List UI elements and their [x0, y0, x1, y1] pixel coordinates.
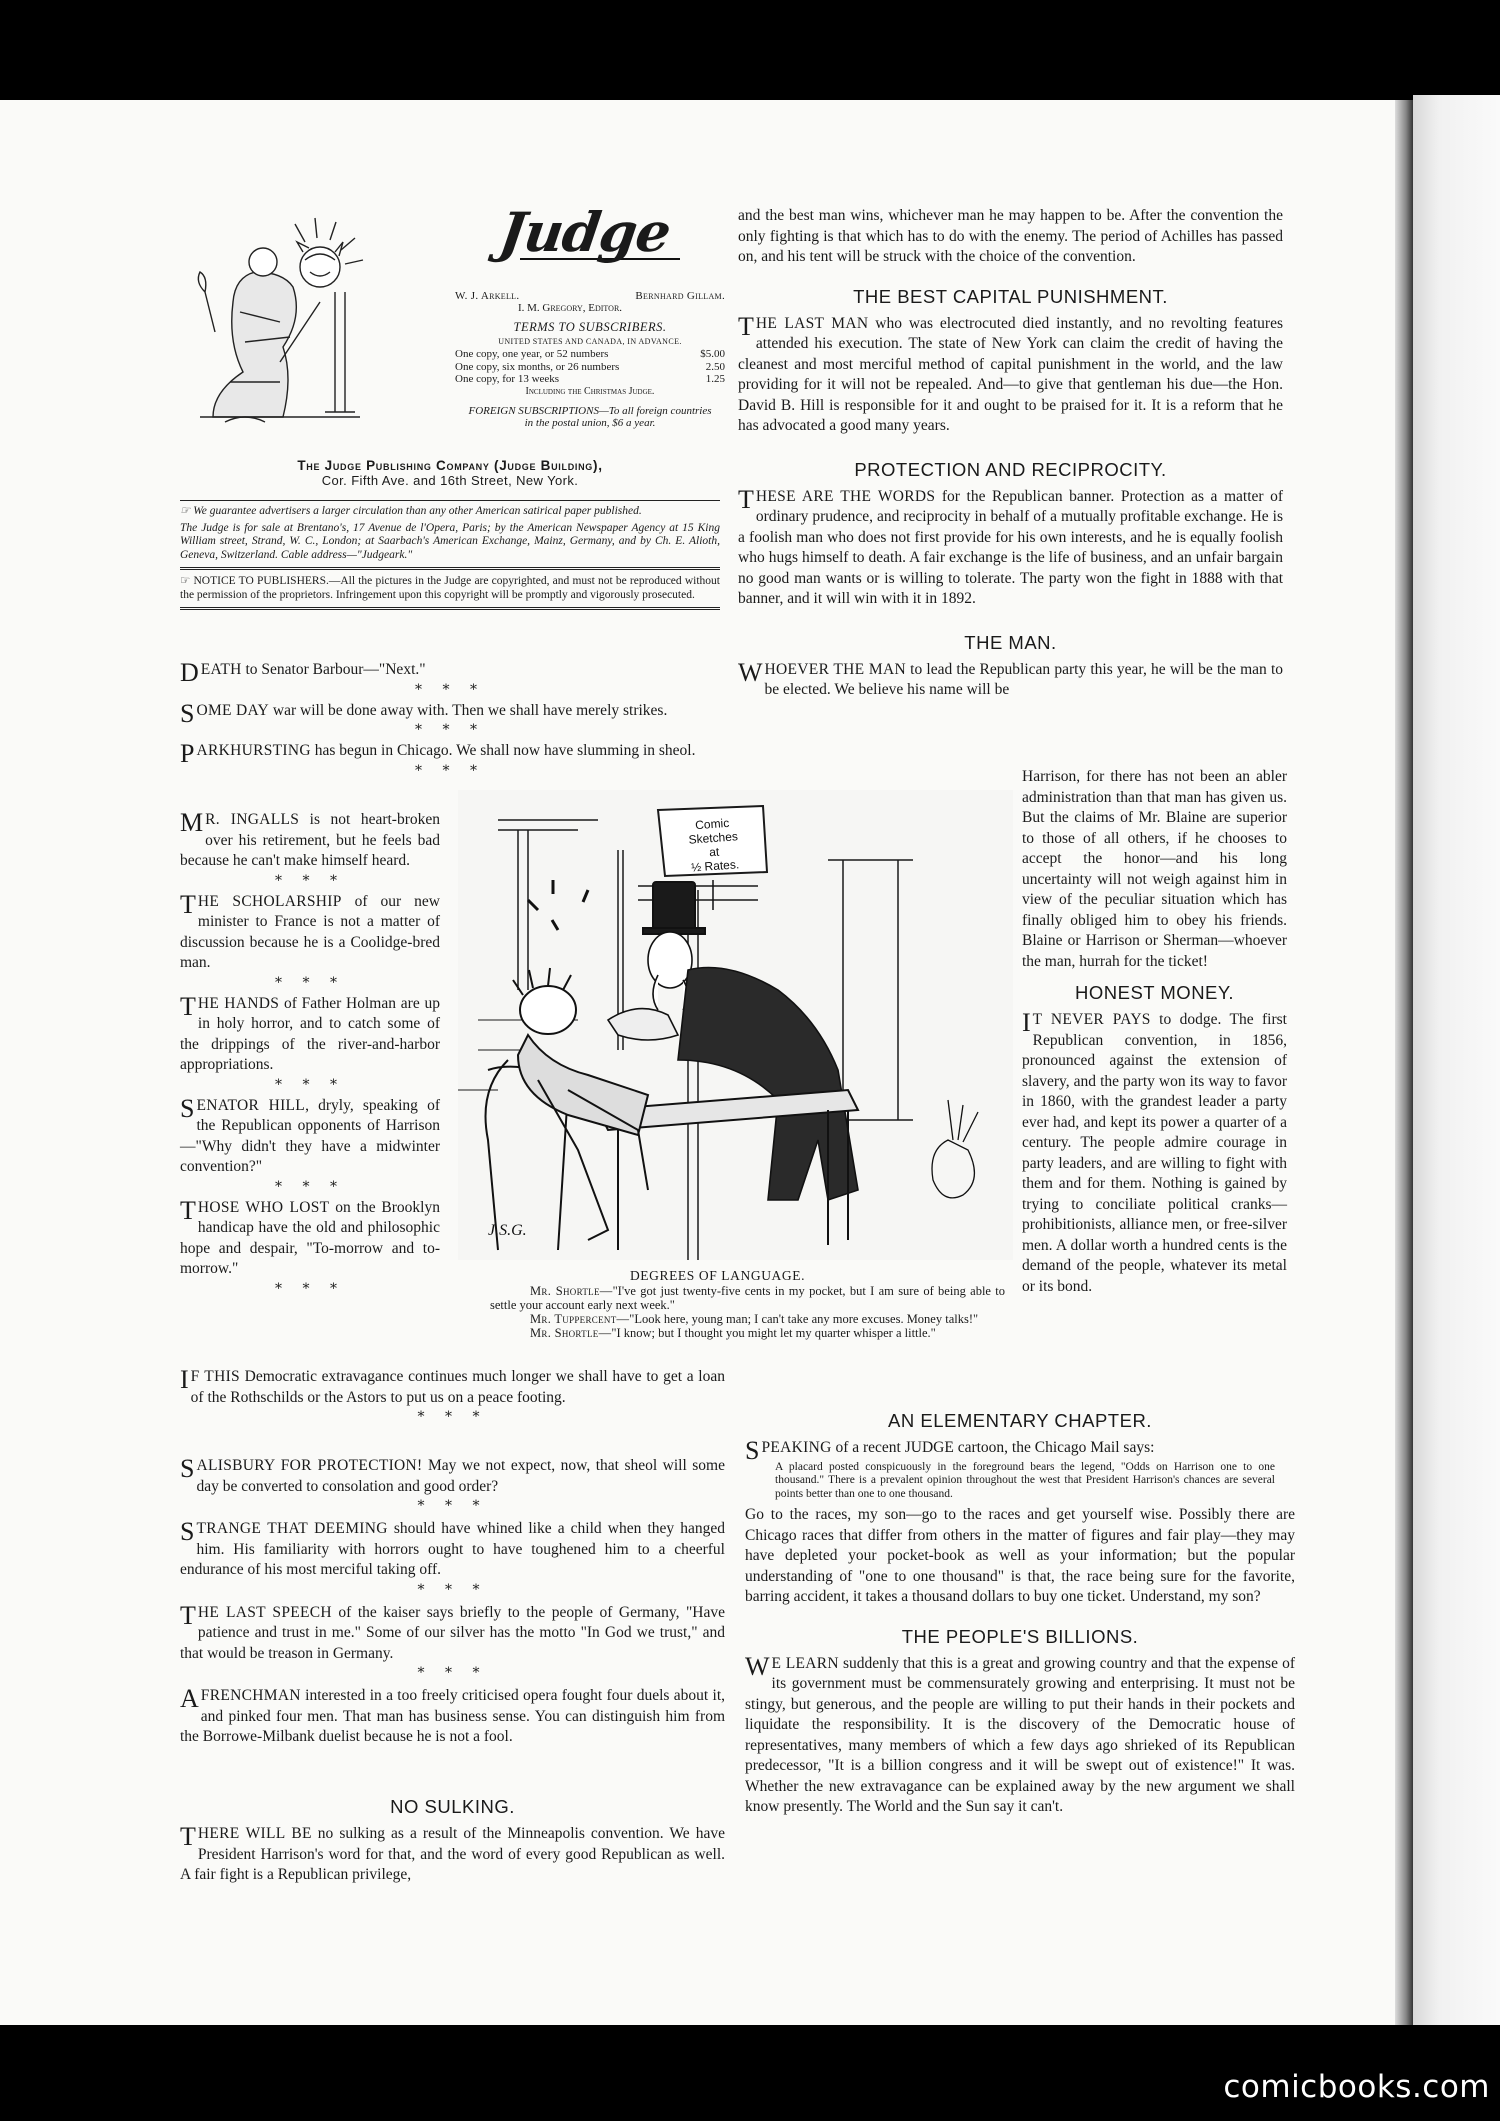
body-text: on the Brooklyn handicap have the old and philosophic hope and despair, "To-morrow and to-morrow." — [180, 1198, 440, 1277]
terms-title: TERMS TO SUBSCRIBERS. — [513, 320, 667, 334]
section-protection — [738, 459, 1283, 610]
section-title: AN ELEMENTARY CHAPTER. — [888, 1410, 1152, 1431]
masthead-logo-block — [495, 200, 690, 264]
right-lower-column — [745, 1410, 1295, 1818]
paragraph-text — [180, 1456, 725, 1497]
company-name: The Judge Publishing Company (Judge Building), — [297, 458, 603, 473]
terms-list — [455, 348, 725, 386]
body-text: is not heart-broken over his retirement, but he feels bad because he can't make himself heard. — [180, 811, 441, 869]
section-title: NO SULKING. — [390, 1796, 515, 1817]
caption-line — [490, 1326, 1005, 1340]
paragraph-text — [180, 658, 720, 687]
terms-row — [455, 361, 725, 374]
no-sulking-section — [180, 1796, 725, 1886]
section-capital-punishment — [738, 286, 1283, 437]
lead-words: E LEARN — [771, 1654, 839, 1672]
lead-words: HE LAST SPEECH — [197, 1603, 332, 1621]
paragraph-text — [738, 311, 1283, 437]
lead-words: ARKHURSTING — [196, 742, 311, 759]
section-title: HONEST MONEY. — [1075, 982, 1234, 1003]
page-gutter — [1395, 100, 1413, 2025]
sale-notice: The Judge is for sale at Brentano's, 17 Avenue de l'Opera, Paris; by the American Newspaper Agency at 15 King William street, Strand, W. C., London; at Saarbach's American Exchange, Mainz, Germany, and by Ch. E. Alioth, Geneva, Switzerland. Cable address—"Judgeark." — [180, 521, 720, 561]
stars-divider: * * * — [417, 1498, 488, 1514]
drop-cap: T — [738, 484, 754, 514]
stars-divider: * * * — [415, 762, 485, 779]
terms-subtitle: UNITED STATES AND CANADA, IN ADVANCE. — [498, 337, 682, 346]
short-item — [180, 741, 720, 778]
drop-cap: T — [738, 311, 754, 341]
no-sulking-article — [180, 1796, 725, 1886]
watermark: comicbooks.com — [1223, 2069, 1490, 2105]
lead-words: T NEVER PAYS — [1032, 1011, 1151, 1028]
drop-cap: M — [180, 808, 204, 837]
staff-left: W. J. Arkell. — [455, 290, 520, 302]
paragraph-text — [180, 1367, 725, 1408]
body-text: of the kaiser says briefly to the people of Germany, "Have patience and trust in me." Some of our silver has the motto "In God we trust," and that would be treason in Germany. — [180, 1603, 725, 1662]
short-item — [180, 1093, 440, 1195]
masthead-illustration — [185, 212, 375, 437]
body-text: interested in a too freely criticised opera fought four duels about it, and pinked four men. That man has business sense. You can distinguish him from the Borrowe-Milbank duelist because he is not a fool. — [180, 1687, 725, 1745]
terms-price: $5.00 — [700, 348, 725, 360]
left-column-top — [180, 660, 720, 782]
drop-cap: I — [1022, 1008, 1031, 1037]
drop-cap: D — [180, 658, 199, 687]
lead-words: ENATOR HILL — [196, 1096, 306, 1114]
company-address: Cor. Fifth Ave. and 16th Street, New York. — [321, 473, 579, 488]
caption-title: DEGREES OF LANGUAGE. — [629, 1268, 806, 1283]
sign-line: ½ Rates. — [690, 857, 740, 875]
caption-text: "I know; but I thought you might let my quarter whisper a little." — [611, 1326, 936, 1340]
stars-divider: * * * — [275, 1076, 345, 1093]
terms-label: One copy, for 13 weeks — [455, 373, 560, 385]
paragraph-text — [180, 1686, 725, 1748]
section-title: PROTECTION AND RECIPROCITY. — [854, 458, 1167, 480]
paragraph-text — [180, 991, 440, 1076]
foreign-subscriptions: FOREIGN SUBSCRIPTIONS—To all foreign countries in the postal union, $6 a year. — [468, 404, 712, 429]
body-text: May we not expect, now, that sheol will some day be converted to consolation and good order? — [196, 1457, 725, 1495]
body-text: suddenly that this is a great and growing country and that the expense of its government must be commensurately growing and enterprising. It must not be stingy, but generous, and the people are willing to put their hands in their pockets and liquidate the responsibility. It is the discovery of the Democratic house of representatives, many members of which a few days ago shrieked of its Republican predecessor, "It is a billion congress and it will be swept out of existence!" It was. Whether the new extravagance can be explained away by the new argument we shall know presently. The World and the Sun say it can't. — [745, 1654, 1295, 1815]
stars-divider: * * * — [275, 872, 345, 889]
section-title: THE BEST CAPITAL PUNISHMENT. — [853, 285, 1168, 307]
caption-speaker: Mr. Shortle— — [530, 1326, 612, 1340]
lead-words: EATH — [200, 661, 242, 678]
short-item — [180, 1456, 725, 1513]
short-item — [180, 1600, 725, 1681]
elementary-article — [745, 1410, 1295, 1465]
lead-words: HESE ARE THE WORDS — [755, 487, 936, 505]
body-text: has begun in Chicago. We shall now have slumming in sheol. — [310, 742, 696, 759]
capital-article — [738, 286, 1283, 437]
stars-divider: * * * — [415, 722, 485, 738]
stars-divider: * * * — [275, 1178, 345, 1195]
section-title: THE PEOPLE'S BILLIONS. — [901, 1625, 1139, 1647]
terms-row — [455, 373, 725, 386]
section-the-man — [738, 632, 1283, 701]
protection-article — [738, 459, 1283, 610]
cartoon-degrees-of-language — [458, 790, 1013, 1260]
paragraph-text — [180, 1519, 725, 1581]
pointing-hand-icon: ☞ — [180, 575, 194, 587]
editor-line: I. M. Gregory, Editor. — [517, 302, 623, 314]
lead-words: HERE WILL BE — [197, 1825, 312, 1842]
lead-words: TRANGE THAT DEEMING — [196, 1520, 388, 1537]
paragraph-text — [180, 1195, 440, 1280]
terms-label: One copy, one year, or 52 numbers — [455, 348, 609, 360]
short-item — [180, 810, 440, 888]
body-text: should have whined like a child when they hanged him. His familiarity with horrors ought to have toughened him to a cheerful endurance of his most merciful taking off. — [180, 1520, 725, 1578]
drop-cap: P — [180, 739, 195, 768]
elementary-body: Go to the races, my son—go to the races and get yourself wise. Possibly there are Chicago races that differ from others in the matter of figures and fair play—they may have depleted your pocket-book as well as your information; but the popular understanding of "one to one thousand" is that, the race being sure for the favorite, barring accident, it takes a thousand dollars to buy one ticket. Understand, my son? — [745, 1506, 1295, 1605]
body-text: who was electrocuted died instantly, and no revolting features attended his execution. The state of New York can claim the credit of having the cleanest and most merciful method of capital punishment in the world, and the law providing for it will not be repealed. And—to give that gentleman his due—the Hon. David B. Hill is responsible for it and ought to be praised for it. It is a reform that he has advocated a good many years. — [738, 314, 1283, 434]
short-item — [180, 660, 720, 697]
section-peoples-billions — [745, 1626, 1295, 1818]
paragraph-text — [180, 1600, 725, 1665]
facing-page-edge — [1413, 95, 1500, 2025]
paragraph-text — [745, 1436, 1295, 1465]
caption-line — [490, 1284, 1005, 1312]
lead-words: OME DAY — [196, 701, 270, 719]
stars-divider: * * * — [415, 681, 485, 698]
drop-cap: A — [180, 1684, 199, 1713]
body-text: , dryly, speaking of the Republican opponents of Harrison—"Why didn't they have a midwinter convention?" — [180, 1096, 440, 1175]
paragraph-text — [180, 1824, 725, 1886]
paragraph-text — [180, 810, 440, 872]
the-man-narrow-text: Harrison, for there has not been an abler administration than that man has given us. But the claims of Mr. Blaine are superior to those of all others, if he chooses to accept the honor—and his long uncertainty will not weigh against him in view of the peculiar situation which has finally obliged him to obey his friends. Blaine or Harrison or Sherman—whoever the man, hurrah for the ticket! — [1022, 768, 1287, 970]
paragraph-text — [1022, 1010, 1287, 1297]
caption-speaker: Mr. Shortle— — [530, 1284, 613, 1298]
masthead-info — [455, 290, 725, 429]
caption-dialogue — [490, 1284, 1005, 1340]
drop-cap: T — [180, 991, 196, 1021]
short-item — [180, 1367, 725, 1424]
lead-words: HOSE WHO LOST — [197, 1198, 330, 1216]
caption-speaker: Mr. Tuppercent— — [530, 1312, 630, 1326]
stars-divider: * * * — [417, 1409, 488, 1425]
drop-cap: T — [180, 1600, 196, 1630]
drop-cap: T — [180, 1822, 196, 1851]
body-text: of a recent JUDGE cartoon, the Chicago Mail says: — [831, 1439, 1155, 1456]
stars-divider: * * * — [417, 1581, 488, 1598]
body-text: of Father Holman are up in holy horror, and to catch some of the drippings of the river-and-harbor appropriations. — [180, 994, 440, 1073]
sign-line: Sketches — [688, 829, 739, 847]
body-text: war will be done away with. Then we shall have merely strikes. — [269, 701, 668, 719]
pointing-hand-icon: ☞ — [180, 505, 194, 517]
honest-money-article — [1022, 982, 1287, 1297]
terms-including: Including the Christmas Judge. — [525, 385, 655, 397]
cartoon-caption — [490, 1268, 1005, 1340]
drop-cap: S — [180, 1093, 195, 1123]
drop-cap: W — [745, 1651, 770, 1681]
short-item — [180, 889, 440, 991]
terms-price: 1.25 — [705, 373, 725, 385]
caption-text: "I've got just twenty-five cents in my pocket, but I am sure of being able to settle your account early next week." — [490, 1284, 1005, 1312]
body-text: to dodge. The first Republican convention, in 1856, pronounced against the extension of slavery, and the party won its way to favor in 1860, with the grandest leader a party ever had, and kept its power a quarter of a century. The people admire courage in party leaders, and are willing to fight with them and for them. Nothing is gained by trying to conciliate political cranks—prohibitionists, alliance men, or free-silver men. A dollar worth a hundred cents is the demand of the people, whatever its metal or its bond. — [1022, 1011, 1287, 1295]
body-text: no sulking as a result of the Minneapolis convention. We have President Harrison's word for that, and the word of every good Republican as well. A fair fight is a Republican privilege, — [180, 1825, 725, 1883]
left-column-lower — [180, 1456, 725, 1754]
cartoon-signature: J.S.G. — [488, 1222, 527, 1239]
paragraph-text — [180, 889, 440, 974]
paragraph-text — [745, 1651, 1295, 1818]
quoted-paragraph: A placard posted conspicuously in the foreground bears the legend, "Odds on Harrison one to one thousand." There is a prevalent opinion throughout the west that President Harrison's chances are several points better than one to one thousand. — [775, 1460, 1275, 1500]
right-narrow-column — [1022, 767, 1287, 1297]
body-text: to Senator Barbour—"Next." — [241, 661, 426, 678]
left-column-if-item — [180, 1367, 725, 1424]
terms-row — [455, 348, 725, 361]
lead-words: R. INGALLS — [205, 811, 300, 828]
the-man-title: THE MAN. — [964, 631, 1057, 653]
section-honest-money — [1022, 982, 1287, 1297]
publisher-notice: ☞ NOTICE TO PUBLISHERS.—All the pictures in the Judge are copyrighted, and must not be reproduced without the permission of the proprietors. Infringement upon this copyright will be promptly and vigorously prosecuted. — [180, 575, 720, 601]
publisher-block — [180, 458, 720, 488]
terms-price: 2.50 — [705, 360, 725, 373]
left-column-narrow — [180, 810, 440, 1300]
right-column — [738, 206, 1283, 701]
lead-words: F THIS — [190, 1368, 240, 1385]
right-intro: and the best man wins, whichever man he may happen to be. After the convention the only fighting is that which has to do with the enemy. The period of Achilles has passed on, and his tent will be struck with the choice of the convention. — [738, 207, 1283, 265]
lead-words: HE LAST MAN — [755, 314, 869, 332]
drop-cap: T — [180, 889, 196, 919]
the-man-wide-text: WHOEVER THE MAN to lead the Republican party this year, he will be the man to be elected. We believe his name will be — [738, 657, 1283, 698]
short-item — [180, 1519, 725, 1597]
section-elementary-chapter — [745, 1410, 1295, 1608]
drop-cap: S — [745, 1436, 760, 1465]
lead-words: PEAKING — [761, 1439, 832, 1456]
paragraph-text — [180, 1093, 440, 1178]
body-text: Democratic extravagance continues much longer we shall have to get a loan of the Rothschilds or the Astors to put us on a peace footing. — [190, 1368, 725, 1406]
short-item — [180, 991, 440, 1093]
stars-divider: * * * — [275, 1280, 345, 1297]
body-text: for the Republican banner. Protection as a matter of ordinary prudence, and reciprocity in behalf of a mutually profitable exchange. He is a foolish man who does not first provide for his own interests, and he is equally foolish who hugs himself to death. A fair exchange is the life of business, and an unfair bargain no good man wants or is willing to tolerate. The party won the fight in 1888 with that banner, and it will win with it in 1892. — [738, 487, 1284, 607]
paragraph-text — [180, 698, 720, 728]
drop-cap: T — [180, 1195, 196, 1225]
drop-cap: S — [180, 698, 195, 728]
caption-line — [490, 1312, 1005, 1326]
drop-cap: S — [180, 1454, 195, 1483]
drop-cap: S — [180, 1517, 195, 1546]
drop-cap: I — [180, 1365, 189, 1394]
body-text: of our new minister to France is not a matter of discussion because he is a Coolidge-bred man. — [180, 892, 440, 971]
caption-text: "Look here, young man; I can't take any more excuses. Money talks!" — [629, 1312, 979, 1326]
short-item — [180, 1195, 440, 1297]
stars-divider: * * * — [417, 1665, 488, 1681]
short-item — [180, 1686, 725, 1748]
lead-words: HE SCHOLARSHIP — [197, 892, 342, 910]
lead-words: FRENCHMAN — [200, 1687, 301, 1704]
paragraph-text — [180, 739, 720, 768]
guarantee-notice: ☞ We guarantee advertisers a larger circulation than any other American satirical paper published. — [180, 505, 642, 517]
lead-words: ALISBURY FOR PROTECTION! — [196, 1457, 423, 1474]
sign-line: at — [708, 844, 720, 860]
notices-block — [180, 496, 720, 615]
sign-line: Comic — [694, 815, 730, 833]
masthead-logo: Judge — [495, 200, 675, 264]
terms-label: One copy, six months, or 26 numbers — [455, 360, 620, 373]
staff-right: Bernhard Gillam. — [635, 290, 725, 302]
stars-divider: * * * — [275, 974, 345, 991]
short-item — [180, 698, 720, 738]
billions-article — [745, 1626, 1295, 1818]
lead-words: HE HANDS — [197, 994, 280, 1012]
paragraph-text — [738, 484, 1284, 610]
